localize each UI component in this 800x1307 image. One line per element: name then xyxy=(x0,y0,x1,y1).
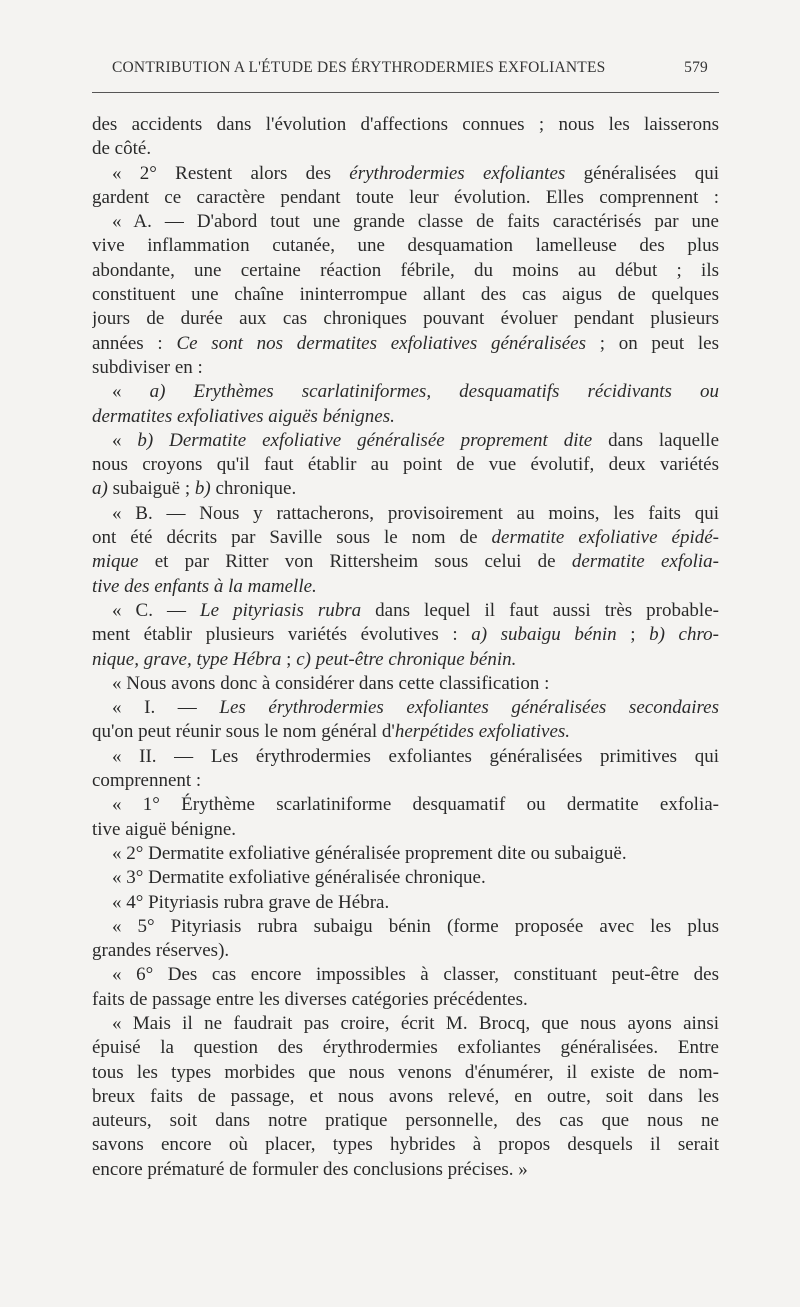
text-line xyxy=(92,1085,719,1109)
text-segment: nous croyons qu'il faut établir au point de vue évolutif, deux variétés xyxy=(92,454,719,476)
text-line xyxy=(92,1012,719,1036)
text-segment: gardent ce caractère pendant toute leur évolution. Elles comprennent : xyxy=(92,186,719,208)
text-line xyxy=(92,234,719,258)
text-line xyxy=(92,818,719,842)
text-segment: « B. — Nous y rattacherons, provisoirement au moins, les faits qui xyxy=(112,502,719,524)
text-segment: « A. — D'abord tout une grande classe de faits caractérisés par une xyxy=(112,211,719,233)
italic-text-segment: Ce sont nos dermatites exfoliatives généralisées xyxy=(176,332,586,354)
text-segment: grandes réserves). xyxy=(92,940,230,962)
text-line xyxy=(92,672,719,696)
text-segment: dans laquelle xyxy=(592,429,719,451)
text-segment: années : xyxy=(92,332,177,354)
text-segment: ; on peut les xyxy=(585,332,719,354)
italic-text-segment: a) subaigu bénin xyxy=(471,624,617,646)
text-segment: « 3° Dermatite exfoliative généralisée chronique. xyxy=(112,867,486,889)
text-segment: breux faits de passage, et nous avons relevé, en outre, soit dans les xyxy=(92,1085,719,1107)
text-line xyxy=(92,186,719,210)
text-segment: comprennent : xyxy=(92,770,202,792)
text-line xyxy=(92,356,719,380)
italic-text-segment: b) xyxy=(194,478,211,500)
text-line xyxy=(92,429,719,453)
text-segment: « 5° Pityriasis rubra subaigu bénin (forme proposée avec les plus xyxy=(112,915,719,937)
text-segment: « 4° Pityriasis rubra grave de Hébra. xyxy=(112,891,390,913)
text-line xyxy=(92,477,719,501)
text-line xyxy=(92,842,719,866)
text-line xyxy=(92,1158,719,1182)
text-segment: « xyxy=(112,381,150,403)
text-line xyxy=(92,162,719,186)
text-line xyxy=(92,891,719,915)
italic-text-segment: tive des enfants à la mamelle. xyxy=(92,575,317,597)
text-line xyxy=(92,405,719,429)
italic-text-segment: c) peut-être chronique bénin. xyxy=(296,648,517,670)
text-line xyxy=(92,137,719,161)
italic-text-segment: mique xyxy=(92,551,139,573)
text-segment: « I. — xyxy=(112,697,220,719)
text-segment: « Nous avons donc à considérer dans cette classification : xyxy=(112,672,550,694)
running-title: CONTRIBUTION A L'ÉTUDE DES ÉRYTHRODERMIES EXFOLIANTES xyxy=(112,59,606,76)
text-line xyxy=(92,793,719,817)
text-segment: chronique. xyxy=(210,478,297,500)
text-line xyxy=(92,939,719,963)
text-line xyxy=(92,210,719,234)
text-line xyxy=(92,696,719,720)
text-segment: « 2° Dermatite exfoliative généralisée proprement dite ou subaiguë. xyxy=(112,842,627,864)
text-segment: vive inflammation cutanée, une desquamation lamelleuse des plus xyxy=(92,235,719,257)
text-segment: ont été décrits par Saville sous le nom de xyxy=(92,527,492,549)
italic-text-segment: dermatite exfolia- xyxy=(571,551,719,573)
italic-text-segment: érythrodermies exfoliantes xyxy=(349,162,566,184)
text-segment: « 2° Restent alors des xyxy=(112,162,350,184)
text-line xyxy=(92,1133,719,1157)
text-line xyxy=(92,575,719,599)
text-segment: tous les types morbides que nous venons d'énumérer, il existe de nom- xyxy=(92,1061,719,1083)
text-line xyxy=(92,453,719,477)
text-line xyxy=(92,113,719,137)
text-segment: ment établir plusieurs variétés évolutives : xyxy=(92,624,472,646)
text-line xyxy=(92,769,719,793)
text-segment: dans lequel il faut aussi très probable- xyxy=(361,599,719,621)
italic-text-segment: b) Dermatite exfoliative généralisée proprement dite xyxy=(137,429,593,451)
text-segment: « 1° Érythème scarlatiniforme desquamatif ou dermatite exfolia- xyxy=(112,794,719,816)
text-line xyxy=(92,915,719,939)
text-segment: faits de passage entre les diverses catégories précédentes. xyxy=(92,988,528,1010)
text-line xyxy=(92,1061,719,1085)
italic-text-segment: dermatite exfoliative épidé- xyxy=(491,527,719,549)
text-segment: « C. — xyxy=(112,599,201,621)
page-number: 579 xyxy=(684,59,708,76)
text-line xyxy=(92,648,719,672)
italic-text-segment: Les érythrodermies exfoliantes généralisées secondaires xyxy=(219,697,719,719)
text-line xyxy=(92,332,719,356)
text-segment: ; xyxy=(281,648,297,670)
text-line xyxy=(92,380,719,404)
text-segment: ; xyxy=(616,624,650,646)
text-segment: et par Ritter von Rittersheim sous celui de xyxy=(138,551,572,573)
text-segment: abondante, une certaine réaction fébrile, du moins au début ; ils xyxy=(92,259,719,281)
text-line xyxy=(92,866,719,890)
text-segment: constituent une chaîne ininterrompue allant des cas aigus de quelques xyxy=(92,284,719,306)
text-segment: subdiviser en : xyxy=(92,356,203,378)
page-body-text xyxy=(92,113,719,1182)
text-segment: auteurs, soit dans notre pratique personnelle, des cas que nous ne xyxy=(92,1110,719,1132)
italic-text-segment: a) Erythèmes scarlatiniformes, desquamatifs récidivants ou xyxy=(149,381,719,403)
text-segment: tive aiguë bénigne. xyxy=(92,818,237,840)
text-line xyxy=(92,988,719,1012)
text-line xyxy=(92,623,719,647)
text-segment: qu'on peut réunir sous le nom général d' xyxy=(92,721,395,743)
text-line xyxy=(92,1036,719,1060)
text-line xyxy=(92,745,719,769)
text-line xyxy=(92,283,719,307)
header-rule xyxy=(92,92,719,93)
italic-text-segment: Le pityriasis rubra xyxy=(200,599,362,621)
italic-text-segment: dermatites exfoliatives aiguës bénignes. xyxy=(92,405,395,427)
text-segment: épuisé la question des érythrodermies exfoliantes généralisées. Entre xyxy=(92,1037,719,1059)
text-segment: « Mais il ne faudrait pas croire, écrit M. Brocq, que nous ayons ainsi xyxy=(112,1012,719,1034)
text-line xyxy=(92,502,719,526)
text-segment: généralisées qui xyxy=(565,162,719,184)
text-segment: jours de durée aux cas chroniques pouvant évoluer pendant plusieurs xyxy=(92,308,719,330)
text-segment: « xyxy=(112,429,138,451)
text-line xyxy=(92,1109,719,1133)
italic-text-segment: a) xyxy=(92,478,108,500)
text-segment: subaiguë ; xyxy=(107,478,195,500)
italic-text-segment: herpétides exfoliatives. xyxy=(394,721,571,743)
text-line xyxy=(92,599,719,623)
text-segment: des accidents dans l'évolution d'affections connues ; nous les laisserons xyxy=(92,114,719,135)
running-header xyxy=(112,59,708,77)
text-line xyxy=(92,963,719,987)
text-segment: savons encore où placer, types hybrides à propos desquels il serait xyxy=(92,1134,719,1156)
italic-text-segment: b) chro- xyxy=(649,624,719,646)
text-segment: « 6° Des cas encore impossibles à classer, constituant peut-être des xyxy=(112,964,719,986)
italic-text-segment: nique, grave, type Hébra xyxy=(92,648,282,670)
text-segment: « II. — Les érythrodermies exfoliantes généralisées primitives qui xyxy=(112,745,719,767)
text-line xyxy=(92,550,719,574)
text-line xyxy=(92,526,719,550)
text-segment: encore prématuré de formuler des conclusions précises. » xyxy=(92,1158,528,1180)
text-segment: de côté. xyxy=(92,138,152,160)
text-line xyxy=(92,259,719,283)
text-line xyxy=(92,307,719,331)
text-line xyxy=(92,720,719,744)
